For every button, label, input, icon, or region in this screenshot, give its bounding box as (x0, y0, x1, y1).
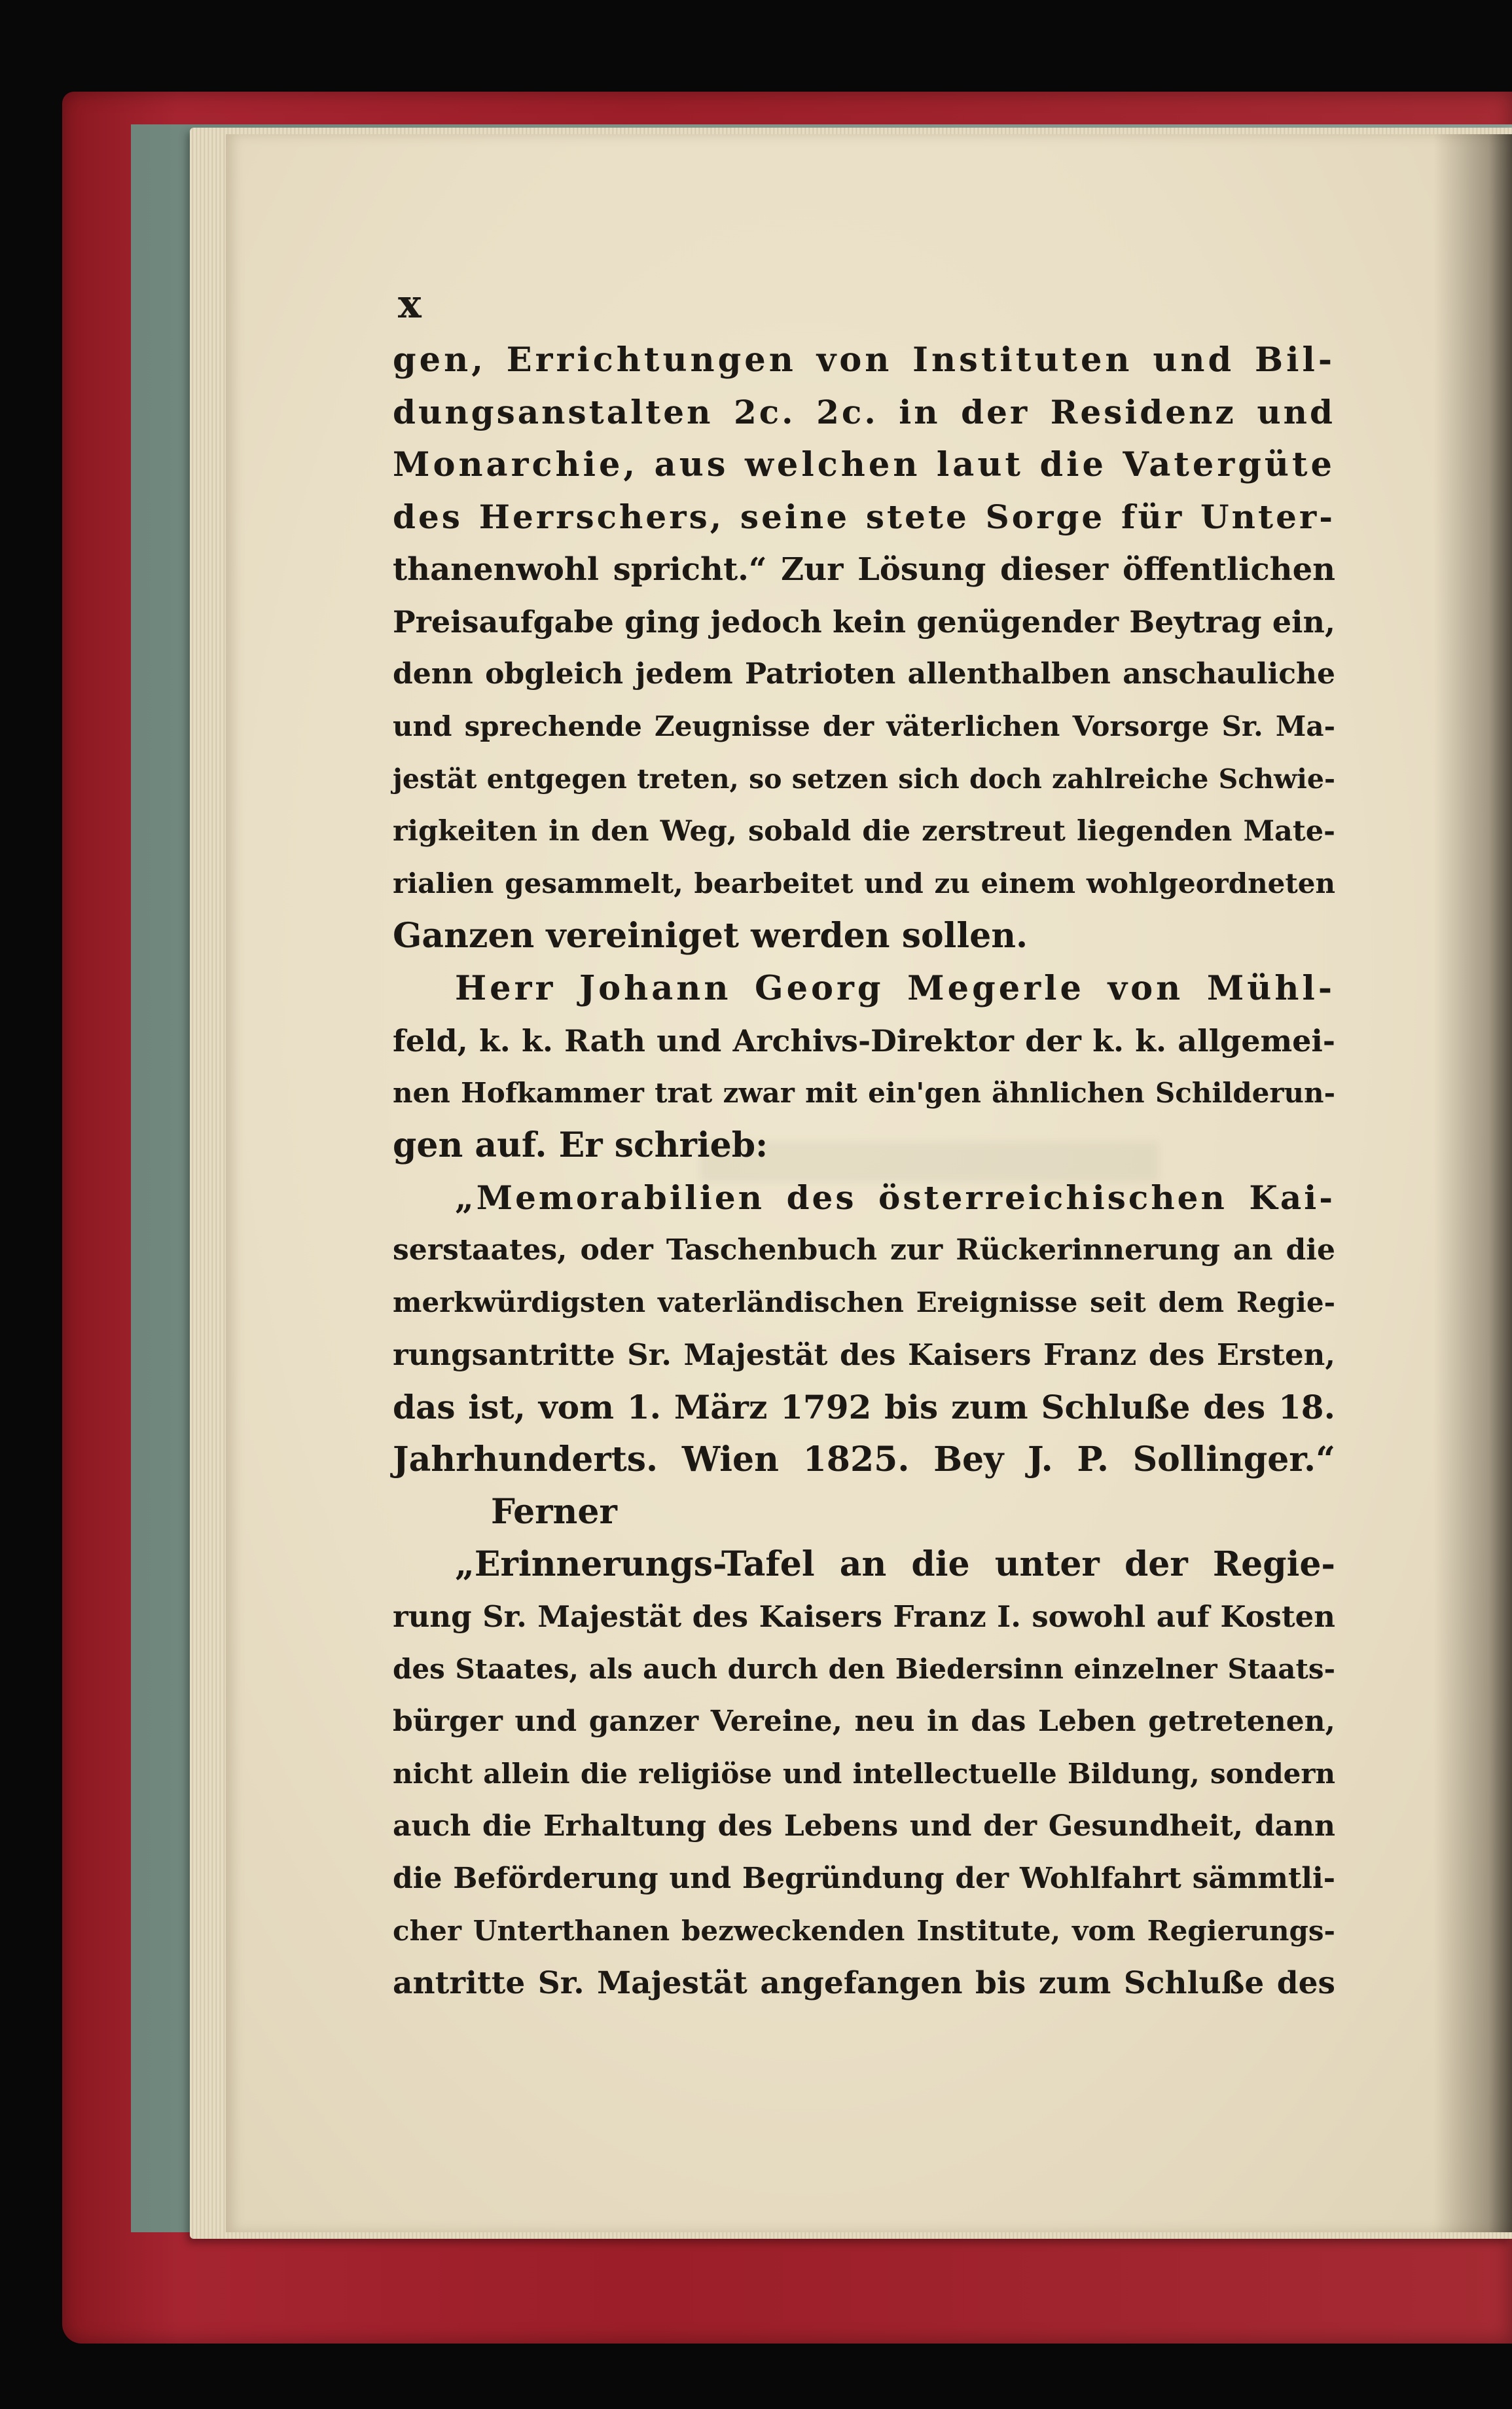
gutter-shadow (1433, 134, 1512, 2232)
text-line: rungsantritte Sr. Majestät des Kaisers Franz des Ersten, (393, 1337, 1335, 1372)
text-line: jestät entgegen treten, so setzen sich doch zahlreiche Schwie- (393, 763, 1335, 795)
text-line: rialien gesammelt, bearbeitet und zu einem wohlgeordneten (393, 867, 1335, 899)
text-line: antritte Sr. Majestät angefangen bis zum Schluße des (393, 1965, 1335, 2001)
text-line: dungsanstalten 2c. 2c. in der Residenz und (393, 393, 1335, 431)
text-line: Ganzen vereiniget werden sollen. (393, 916, 1028, 956)
text-line: des Staates, als auch durch den Biedersinn einzelner Staats- (393, 1653, 1335, 1685)
text-line: das ist, vom 1. März 1792 bis zum Schluße des 18. (393, 1388, 1335, 1426)
text-line: denn obgleich jedem Patrioten allenthalben anschauliche (393, 657, 1335, 691)
text-line: Jahrhunderts. Wien 1825. Bey J. P. Sollinger.“ (393, 1440, 1335, 1479)
text-line: Ferner (491, 1492, 617, 1532)
page-number: x (398, 281, 423, 327)
text-line: des Herrschers, seine stete Sorge für Unter- (393, 498, 1335, 536)
text-line: auch die Erhaltung des Lebens und der Gesundheit, dann (393, 1809, 1335, 1843)
text-line: serstaates, oder Taschenbuch zur Rückerinnerung an die (393, 1233, 1335, 1267)
text-line: Herr Johann Georg Megerle von Mühl- (455, 969, 1335, 1008)
text-line: rigkeiten in den Weg, sobald die zerstreut liegenden Mate- (393, 815, 1335, 848)
text-line: „Memorabilien des österreichischen Kai- (455, 1178, 1335, 1217)
body-text (393, 334, 1335, 2010)
text-line: nicht allein die religiöse und intellectuelle Bildung, sondern (393, 1758, 1335, 1790)
text-line: rung Sr. Majestät des Kaisers Franz I. sowohl auf Kosten (393, 1599, 1335, 1634)
text-line: merkwürdigsten vaterländischen Ereignisse seit dem Regie- (393, 1286, 1335, 1318)
text-line: die Beförderung und Begründung der Wohlfahrt sämmtli- (393, 1862, 1335, 1895)
text-line: und sprechende Zeugnisse der väterlichen Vorsorge Sr. Ma- (393, 710, 1335, 742)
text-line: Preisaufgabe ging jedoch kein genügender Beytrag ein, (393, 604, 1335, 640)
text-line: nen Hofkammer trat zwar mit ein'gen ähnlichen Schilderun- (393, 1077, 1335, 1109)
text-line: gen, Errichtungen von Instituten und Bil- (393, 340, 1335, 380)
text-line: Monarchie, aus welchen laut die Vatergüte (393, 445, 1335, 484)
text-line: gen auf. Er schrieb: (393, 1125, 768, 1165)
text-line: cher Unterthanen bezweckenden Institute, vom Regierungs- (393, 1915, 1335, 1947)
text-line: thanenwohl spricht.“ Zur Lösung dieser öffentlichen (393, 551, 1335, 588)
text-line: bürger und ganzer Vereine, neu in das Leben getretenen, (393, 1705, 1335, 1738)
text-line: „Erinnerungs-Tafel an die unter der Regie- (455, 1544, 1335, 1584)
text-line: feld, k. k. Rath und Archivs-Direktor der k. k. allgemei- (393, 1023, 1335, 1059)
